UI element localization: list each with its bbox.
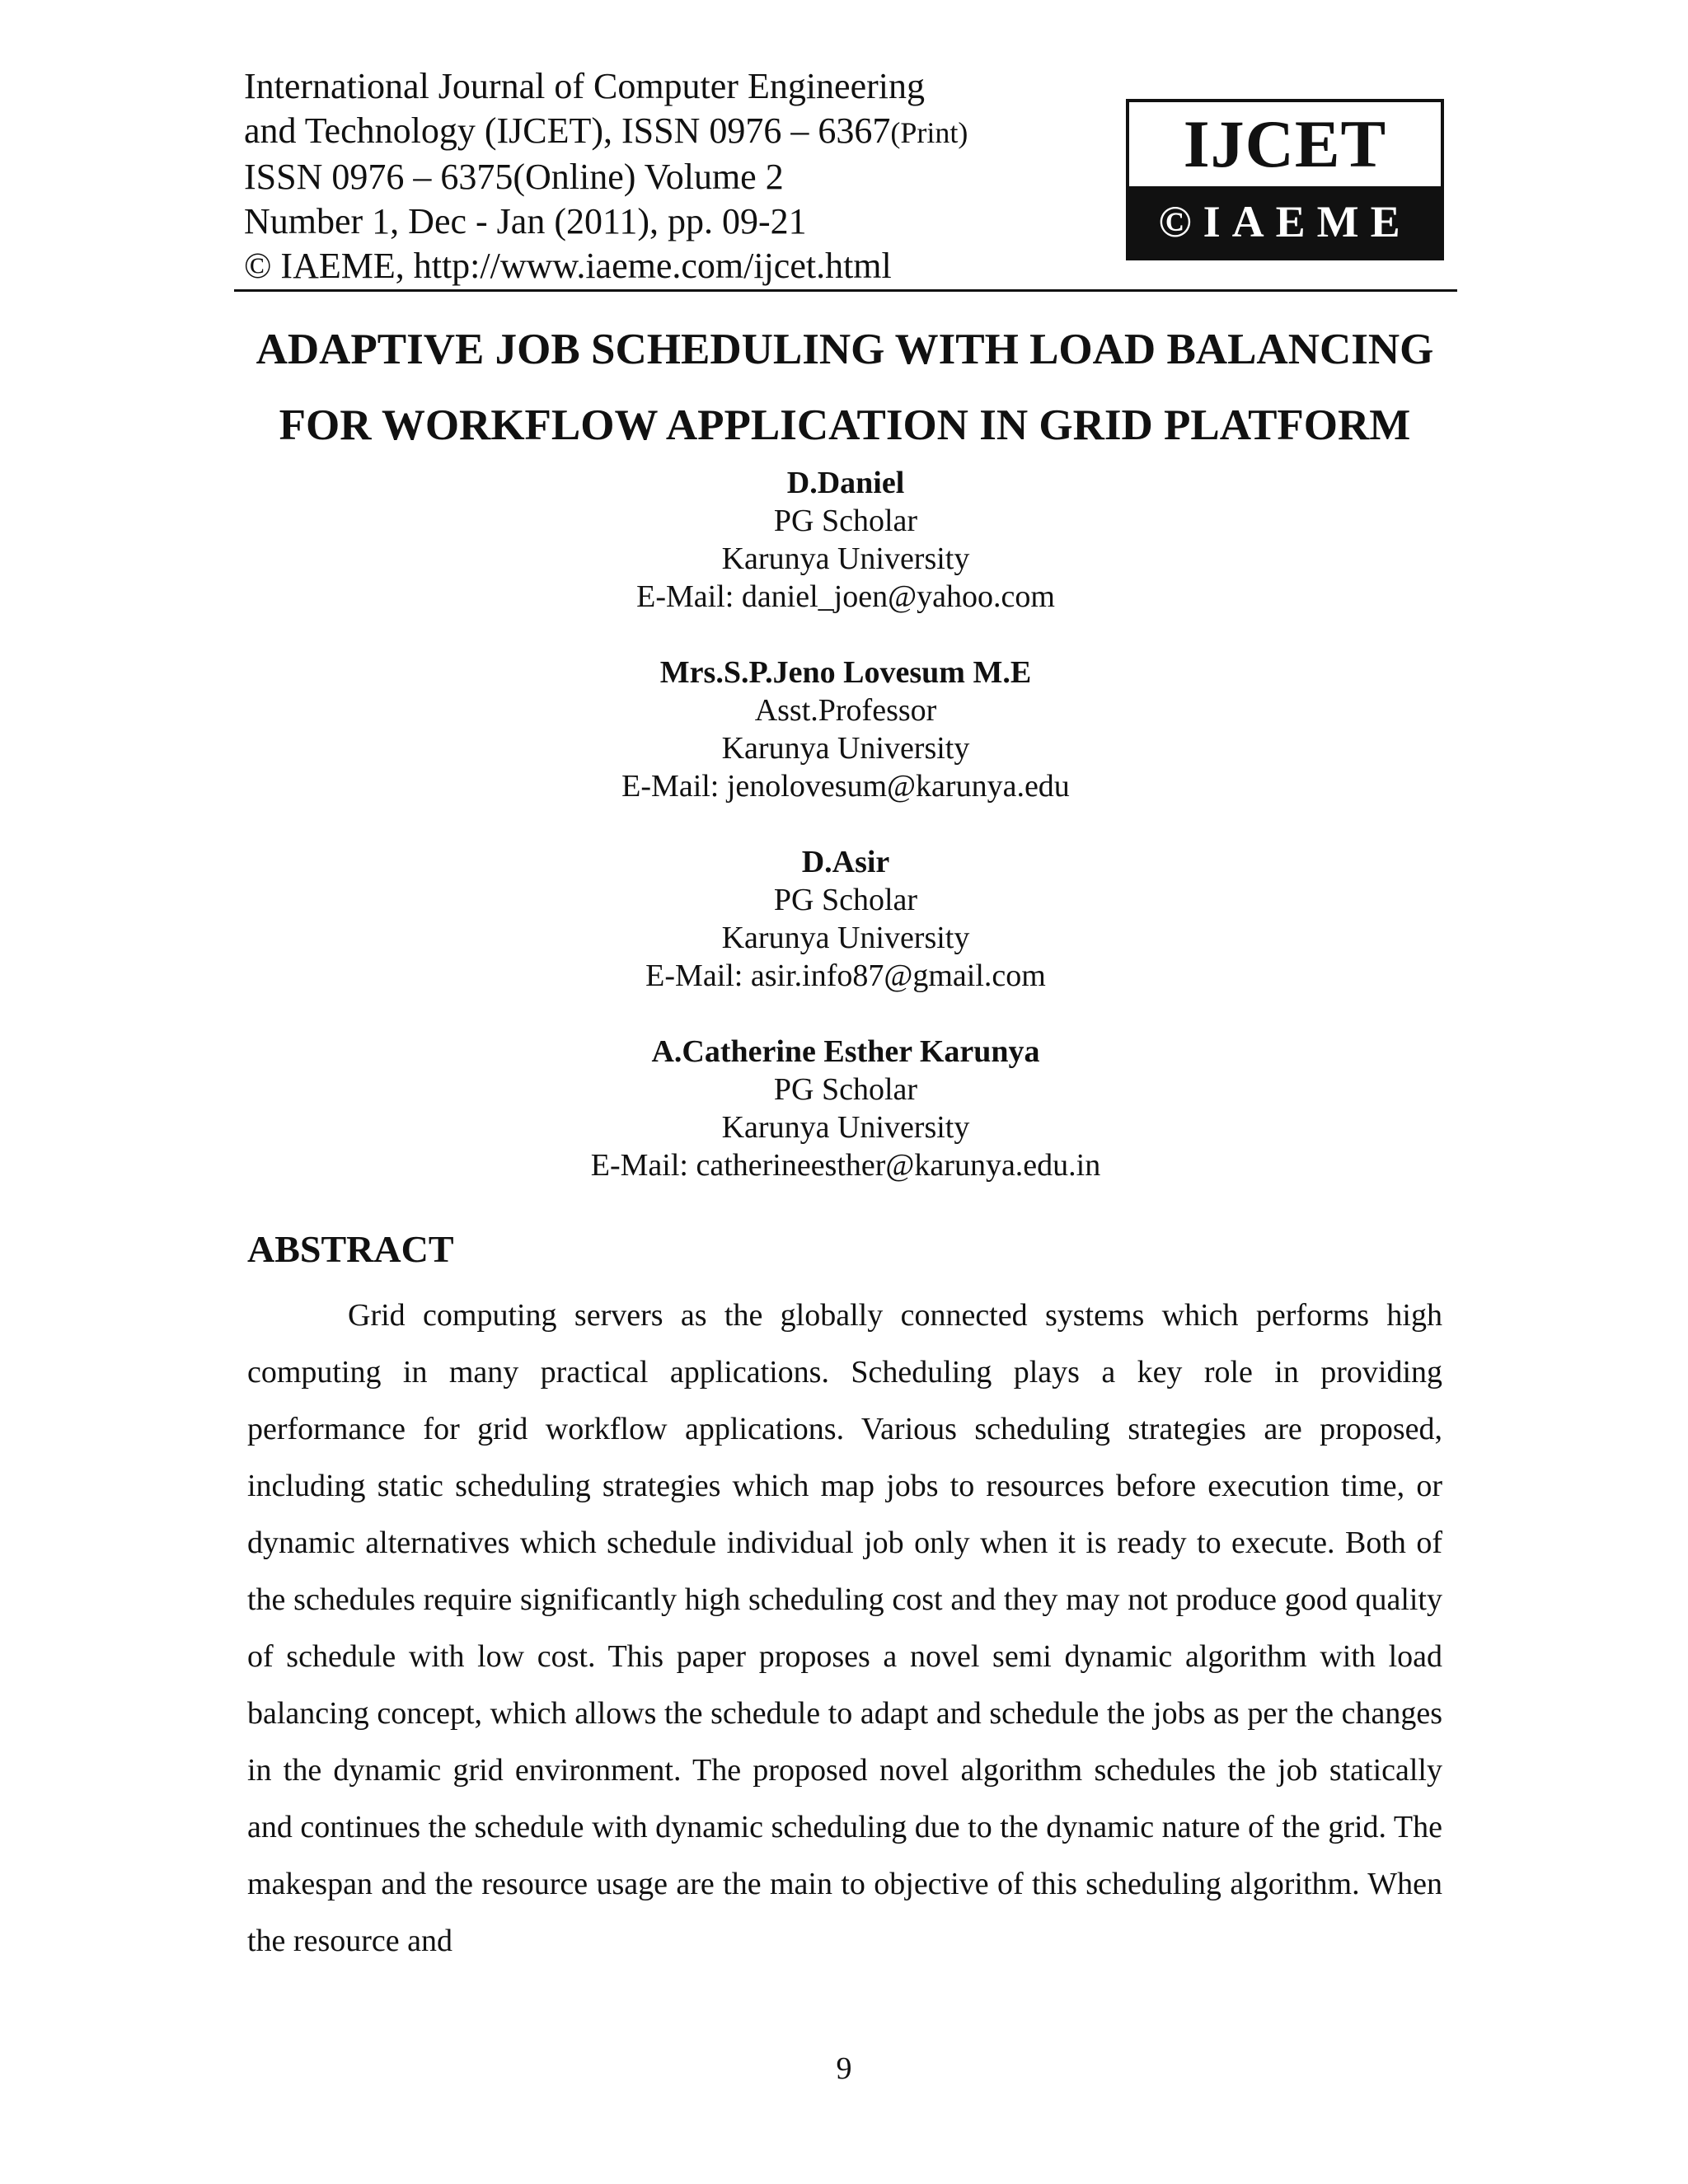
author-block: [247, 843, 1444, 995]
author-affiliation: Karunya University: [721, 541, 970, 576]
author-affiliation: Karunya University: [721, 921, 970, 955]
logo-title: IJCET: [1183, 106, 1387, 181]
paper-title: [214, 312, 1475, 463]
abstract-heading: ABSTRACT: [247, 1228, 454, 1270]
journal-name-line-1: International Journal of Computer Engineering: [244, 66, 925, 106]
author-email: E-Mail: catherineesther@karunya.edu.in: [590, 1148, 1101, 1183]
journal-copyright-url: © IAEME, http://www.iaeme.com/ijcet.html: [244, 246, 892, 286]
journal-print-label: (Print): [890, 116, 968, 149]
ijcet-logo: [1126, 99, 1444, 260]
paper-title-line-2: FOR WORKFLOW APPLICATION IN GRID PLATFORM: [279, 401, 1411, 449]
abstract-body: Grid computing servers as the globally connected systems which performs high computing in many practical applications. Scheduling plays a key role in providing performance for grid workflow applications. Various scheduling strategies are proposed, including static scheduling strategies which map jobs to resources before execution time, or dynamic alternatives which schedule individual job only when it is ready to execute. Both of the schedules require significantly high scheduling cost and they may not produce good quality of schedule with low cost. This paper proposes a novel semi dynamic algorithm with load balancing concept, which allows the schedule to adapt and schedule the jobs as per the changes in the dynamic grid environment. The proposed novel algorithm schedules the job statically and continues the schedule with dynamic scheduling due to the dynamic nature of the grid. The makespan and the resource usage are the main to objective of this scheduling algorithm. When the resource and: [247, 1298, 1442, 1958]
author-role: PG Scholar: [773, 883, 918, 917]
author-block: [247, 464, 1444, 616]
header-divider: [234, 289, 1457, 292]
journal-header: [244, 64, 1068, 288]
author-email: E-Mail: asir.info87@gmail.com: [645, 958, 1046, 993]
author-role: PG Scholar: [773, 1072, 918, 1107]
journal-issn-online: ISSN 0976 – 6375(Online) Volume 2: [244, 157, 784, 197]
author-name: D.Asir: [801, 845, 890, 879]
journal-issue-pages: Number 1, Dec - Jan (2011), pp. 09-21: [244, 201, 807, 241]
author-email: E-Mail: jenolovesum@karunya.edu: [621, 769, 1070, 804]
paper-title-line-1: ADAPTIVE JOB SCHEDULING WITH LOAD BALANCING: [256, 326, 1434, 373]
author-role: PG Scholar: [773, 504, 918, 538]
author-block: [247, 654, 1444, 805]
author-email: E-Mail: daniel_joen@yahoo.com: [636, 579, 1055, 614]
author-role: Asst.Professor: [754, 693, 937, 728]
author-name: Mrs.S.P.Jeno Lovesum M.E: [659, 655, 1032, 690]
author-affiliation: Karunya University: [721, 731, 970, 766]
author-name: D.Daniel: [786, 466, 905, 500]
author-block: [247, 1033, 1444, 1184]
journal-issn-print: and Technology (IJCET), ISSN 0976 – 6367: [244, 110, 891, 151]
author-affiliation: Karunya University: [721, 1110, 970, 1145]
journal-name-line-2: [244, 109, 1068, 155]
page-number: 9: [836, 2051, 852, 2086]
author-name: A.Catherine Esther Karunya: [651, 1034, 1040, 1069]
logo-publisher: ©IAEME: [1129, 186, 1441, 257]
author-list: [247, 464, 1444, 1222]
